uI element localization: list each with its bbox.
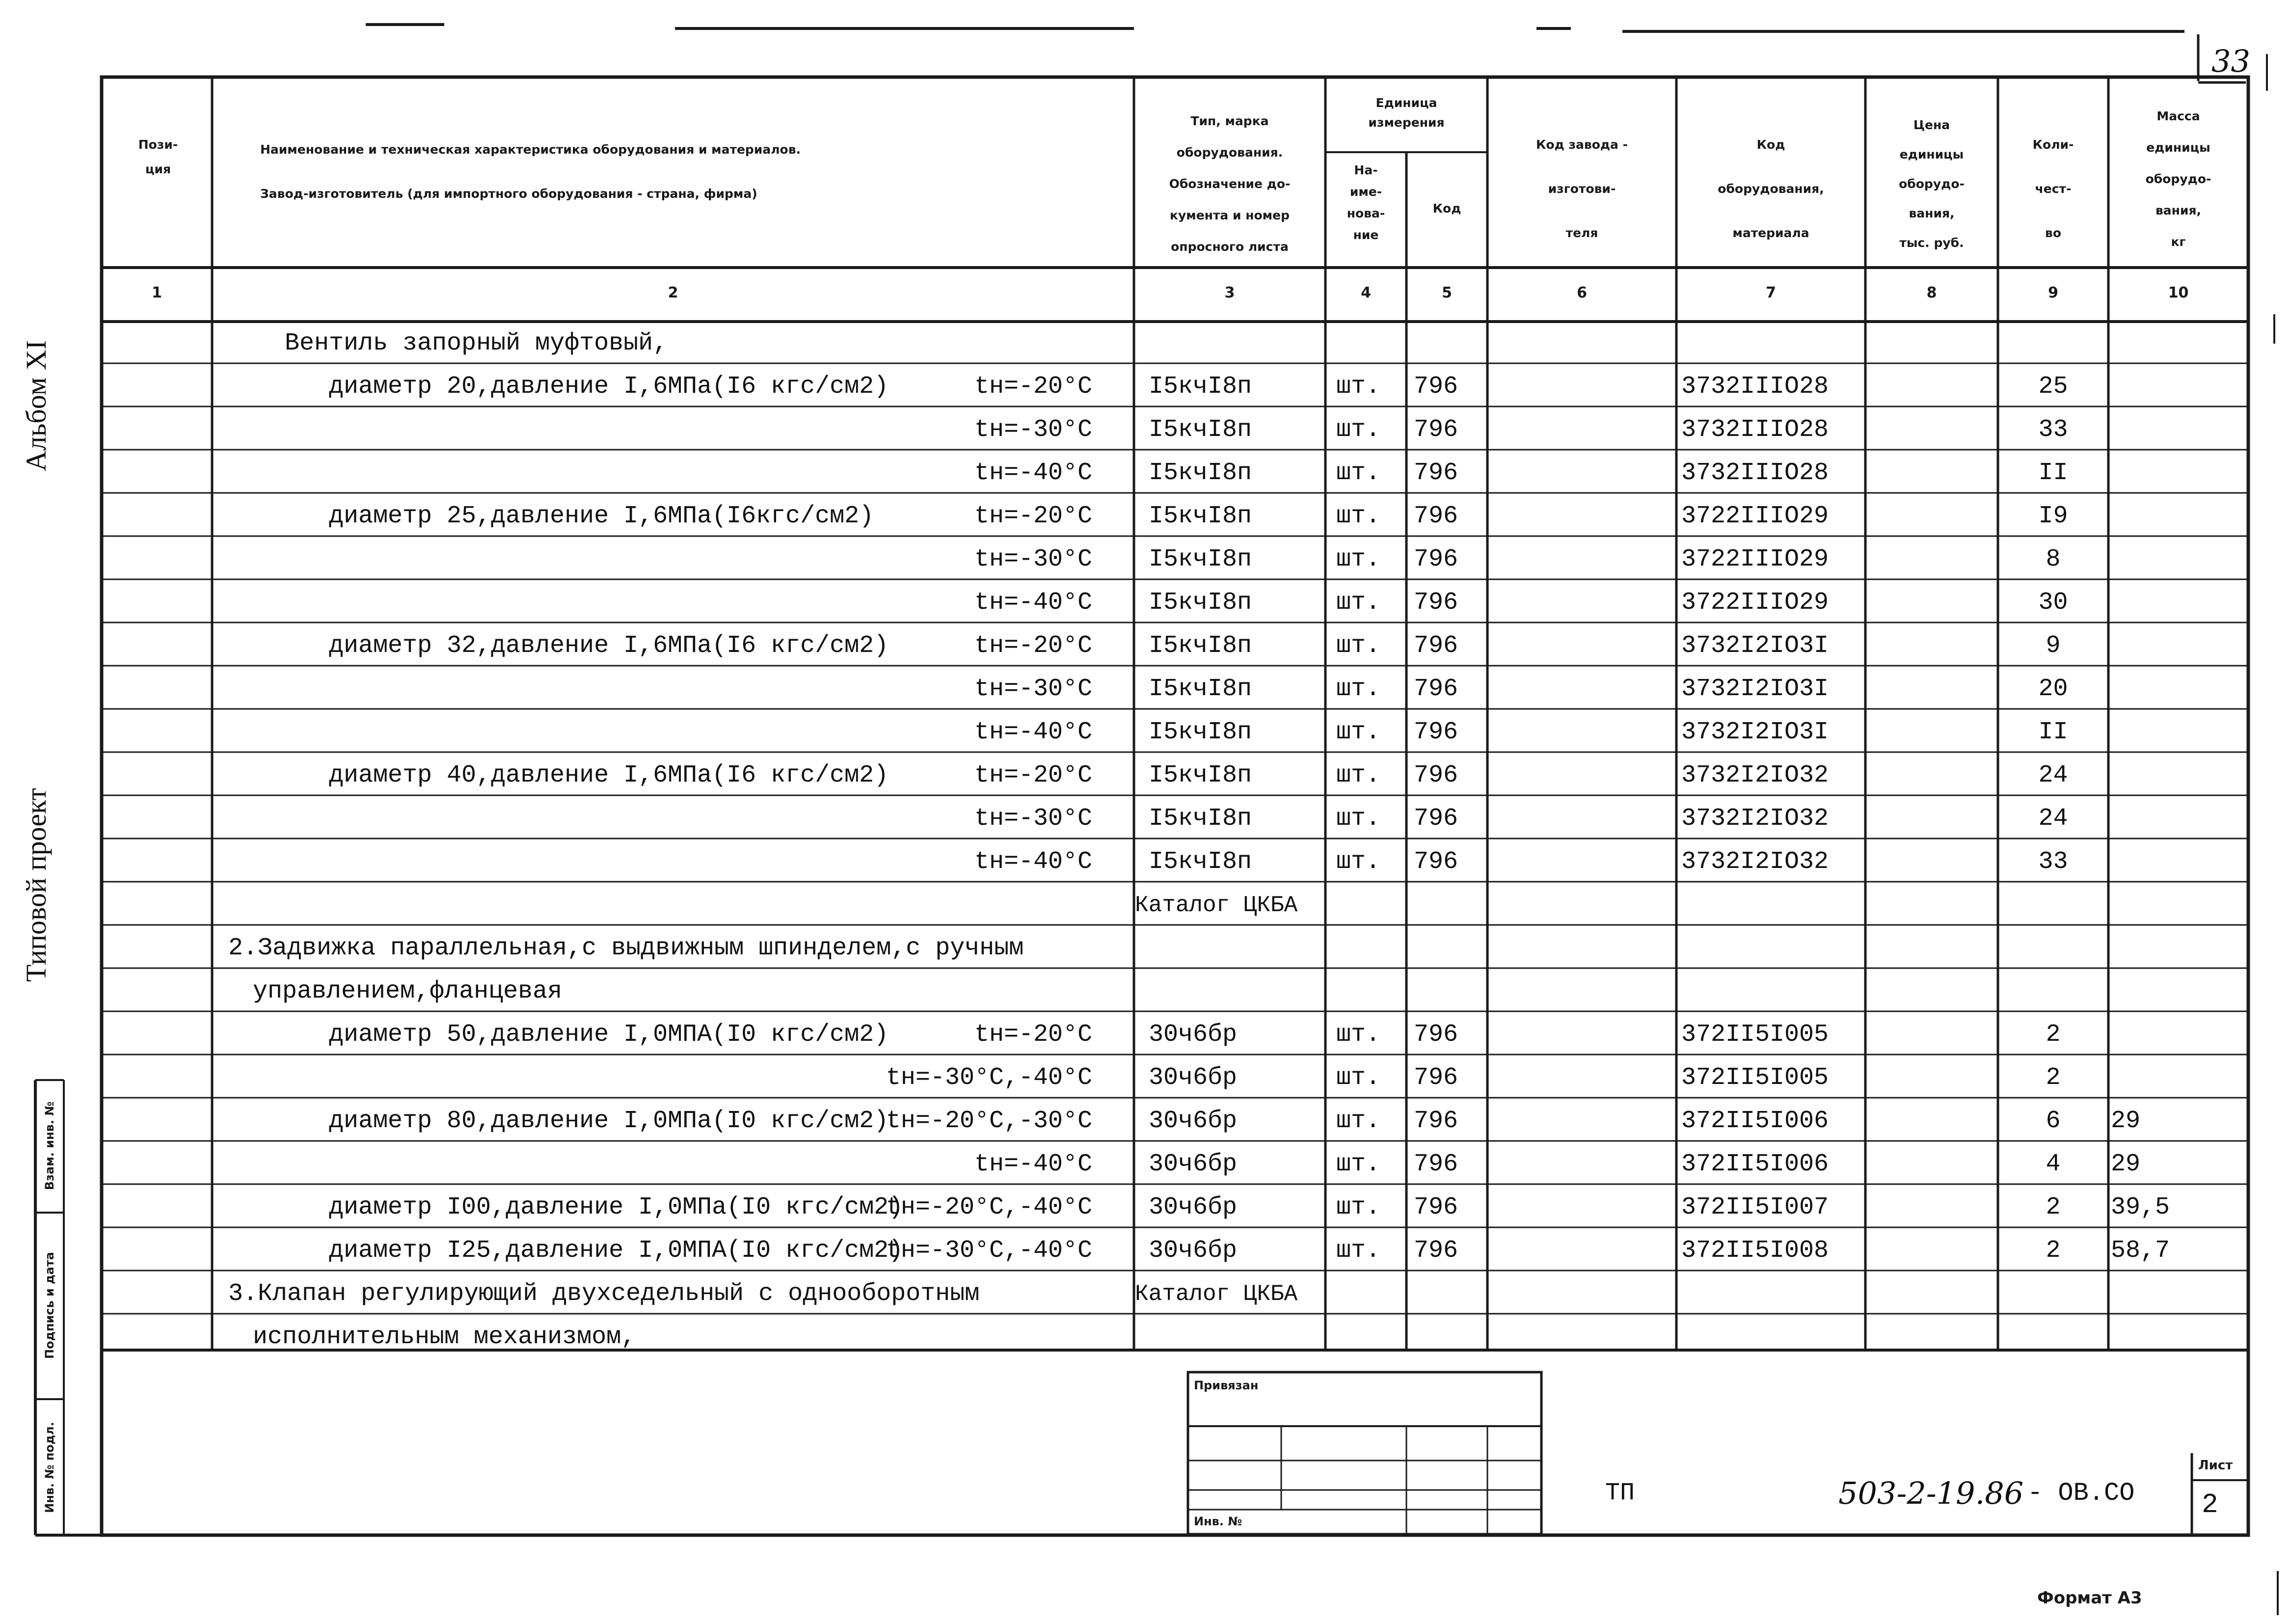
row-unit-code: 796 [1414, 459, 1458, 487]
row-unit-code: 796 [1414, 1237, 1458, 1265]
row-temperature: tн=-20°С [974, 761, 1092, 789]
row-unit: шт. [1336, 718, 1381, 746]
row-unit: шт. [1336, 1021, 1381, 1049]
stamp-doc-suffix: - ОВ.СО [2027, 1479, 2135, 1508]
row-unit: шт. [1336, 589, 1381, 617]
format-label: Формат А3 [2037, 1588, 2142, 1608]
row-unit-code: 796 [1414, 1193, 1458, 1221]
row-unit-code: 796 [1414, 848, 1458, 876]
row-type: I5кчI8п [1149, 632, 1252, 660]
row-quantity: 25 [2038, 373, 2068, 401]
row-name: 2.Задвижка параллельная,с выдвижным шпинделем,с ручным [228, 934, 1024, 962]
row-quantity: I9 [2038, 502, 2068, 530]
row-equipment-code: 3732IIIO28 [1681, 459, 1829, 487]
row-temperature: tн=-30°С [974, 805, 1092, 833]
colnum-5: 5 [1442, 284, 1452, 301]
row-type: 30ч6бр [1149, 1107, 1238, 1135]
row-unit: шт. [1336, 459, 1381, 487]
row-name: управлением,фланцевая [253, 977, 563, 1005]
row-unit: шт. [1336, 1064, 1381, 1092]
row-temperature: tн=-20°С,-30°С [886, 1107, 1092, 1135]
row-quantity: 20 [2038, 675, 2068, 703]
row-equipment-code: 3732IIIO28 [1681, 373, 1829, 401]
row-type: I5кчI8п [1149, 459, 1252, 487]
colnum-2: 2 [668, 284, 678, 301]
row-equipment-code: 3732I2IO3I [1681, 718, 1829, 746]
row-equipment-code: 3732IIIO28 [1681, 416, 1829, 444]
row-equipment-code: 3722IIIO29 [1681, 502, 1829, 530]
row-unit-code: 796 [1414, 373, 1458, 401]
row-name: диаметр 50,давление I,0МПА(I0 кгс/см2) [329, 1021, 889, 1049]
row-equipment-code: 3732I2IO32 [1681, 805, 1829, 833]
row-equipment-code: 3732I2IO3I [1681, 632, 1829, 660]
row-name: диаметр I00,давление I,0МПа(I0 кгс/см2) [329, 1193, 904, 1221]
header-col4: На- имe- нова- ние [1347, 163, 1385, 242]
row-unit-code: 796 [1414, 1150, 1458, 1178]
row-unit-code: 796 [1414, 1021, 1458, 1049]
row-quantity: 33 [2038, 416, 2068, 444]
row-unit-code: 796 [1414, 718, 1458, 746]
row-mass: 39,5 [2111, 1193, 2170, 1221]
colnum-3: 3 [1224, 284, 1235, 301]
header-col3: Тип, марка оборудования. Обозначение до- кумента и номер опросного листа [1169, 114, 1291, 254]
row-type: 30ч6бр [1149, 1193, 1238, 1221]
row-type: 30ч6бр [1149, 1064, 1238, 1092]
colnum-9: 9 [2048, 284, 2058, 301]
row-type: I5кчI8п [1149, 502, 1252, 530]
stamp-vzam-inv: Взам. инв. № [43, 1101, 56, 1191]
row-temperature: tн=-30°С,-40°С [886, 1237, 1092, 1265]
row-quantity: 24 [2038, 805, 2068, 833]
row-temperature: tн=-40°С [974, 459, 1092, 487]
row-temperature: tн=-20°С,-40°С [886, 1193, 1092, 1221]
colnum-7: 7 [1766, 284, 1776, 301]
row-unit: шт. [1336, 1237, 1381, 1265]
row-temperature: tн=-30°С [974, 675, 1092, 703]
row-type: I5кчI8п [1149, 373, 1252, 401]
row-temperature: tн=-20°С [974, 502, 1092, 530]
row-quantity: 9 [2046, 632, 2061, 660]
row-unit: шт. [1336, 1193, 1381, 1221]
row-name: диаметр I25,давление I,0МПА(I0 кгс/см2) [329, 1237, 904, 1265]
row-unit: шт. [1336, 1150, 1381, 1178]
row-quantity: II [2038, 459, 2068, 487]
row-temperature: tн=-20°С [974, 1021, 1092, 1049]
row-quantity: 2 [2046, 1193, 2061, 1221]
colnum-6: 6 [1577, 284, 1587, 301]
row-name: исполнительным механизмом, [253, 1323, 636, 1351]
row-temperature: tн=-30°С [974, 416, 1092, 444]
project-side-label: Типовой проект [20, 788, 52, 982]
row-quantity: 30 [2038, 589, 2068, 617]
row-mass: 29 [2111, 1107, 2141, 1135]
header-col5: Код [1432, 201, 1461, 216]
stamp-sheet-number: 2 [2202, 1489, 2218, 1520]
row-quantity: 24 [2038, 761, 2068, 789]
row-quantity: 4 [2046, 1150, 2061, 1178]
row-unit-code: 796 [1414, 805, 1458, 833]
row-type: I5кчI8п [1149, 675, 1252, 703]
colnum-8: 8 [1926, 284, 1937, 301]
row-name: диаметр 32,давление I,6МПа(I6 кгс/см2) [329, 632, 889, 660]
row-unit: шт. [1336, 675, 1381, 703]
row-equipment-code: 372II5I006 [1681, 1150, 1829, 1178]
header-col10: Масса единицы оборудо- вания, кг [2145, 109, 2211, 249]
row-equipment-code: 372II5I008 [1681, 1237, 1829, 1265]
row-temperature: tн=-40°С [974, 848, 1092, 876]
row-quantity: 6 [2046, 1107, 2061, 1135]
row-name: 3.Клапан регулирующий двухседельный с однооборотным [228, 1280, 980, 1308]
row-type: Каталог ЦКБА [1135, 893, 1298, 918]
header-unit-group: Единица измерения [1368, 96, 1445, 130]
row-quantity: 33 [2038, 848, 2068, 876]
row-temperature: tн=-40°С [974, 589, 1092, 617]
row-equipment-code: 3732I2IO32 [1681, 848, 1829, 876]
row-temperature: tн=-40°С [974, 718, 1092, 746]
stamp-tp: ТП [1605, 1479, 1635, 1507]
row-equipment-code: 3732I2IO32 [1681, 761, 1829, 789]
row-type: Каталог ЦКБА [1135, 1281, 1298, 1307]
colnum-4: 4 [1361, 284, 1371, 301]
row-name: Вентиль запорный муфтовый, [285, 329, 668, 357]
row-unit: шт. [1336, 502, 1381, 530]
row-unit-code: 796 [1414, 502, 1458, 530]
header-col2: Наименование и техническая характеристика оборудования и материалов. Завод-изготовитель (для импортного оборудования - страна, фирма) [260, 142, 801, 201]
header-col7: Код оборудования, материала [1718, 137, 1824, 240]
stamp-podpis-data: Подпись и дата [43, 1252, 56, 1359]
row-name: диаметр 20,давление I,6МПа(I6 кгс/см2) [329, 373, 889, 401]
row-temperature: tн=-20°С [974, 373, 1092, 401]
header-col6: Код завода - изготови- теля [1536, 137, 1628, 240]
row-quantity: II [2038, 718, 2068, 746]
row-temperature: tн=-30°С,-40°С [886, 1064, 1092, 1092]
row-type: I5кчI8п [1149, 545, 1252, 573]
row-equipment-code: 372II5I006 [1681, 1107, 1829, 1135]
stamp-doc-code: 503-2-19.86 [1838, 1475, 2024, 1511]
row-quantity: 8 [2046, 545, 2061, 573]
stamp-inv-podl: Инв. № подл. [43, 1422, 56, 1513]
row-unit-code: 796 [1414, 761, 1458, 789]
row-equipment-code: 372II5I005 [1681, 1064, 1829, 1092]
header-col8: Цена единицы оборудо- вания, тыс. руб. [1899, 118, 1965, 250]
row-type: I5кчI8п [1149, 589, 1252, 617]
row-type: I5кчI8п [1149, 416, 1252, 444]
row-temperature: tн=-30°С [974, 545, 1092, 573]
row-equipment-code: 3732I2IO3I [1681, 675, 1829, 703]
row-unit-code: 796 [1414, 416, 1458, 444]
row-unit: шт. [1336, 373, 1381, 401]
row-unit: шт. [1336, 805, 1381, 833]
row-unit-code: 796 [1414, 589, 1458, 617]
header-col9: Коли- чест- во [2032, 137, 2074, 240]
row-unit: шт. [1336, 1107, 1381, 1135]
row-unit-code: 796 [1414, 1064, 1458, 1092]
header-col1: Пози- ция [138, 137, 178, 176]
row-equipment-code: 3722IIIO29 [1681, 545, 1829, 573]
row-name: диаметр 40,давление I,6МПа(I6 кгс/см2) [329, 761, 889, 789]
row-unit: шт. [1336, 545, 1381, 573]
row-name: диаметр 25,давление I,6МПа(I6кгс/см2) [329, 502, 874, 530]
row-type: I5кчI8п [1149, 805, 1252, 833]
row-quantity: 2 [2046, 1021, 2061, 1049]
row-type: I5кчI8п [1149, 718, 1252, 746]
row-unit-code: 796 [1414, 1107, 1458, 1135]
row-type: 30ч6бр [1149, 1021, 1238, 1049]
row-mass: 29 [2111, 1150, 2141, 1178]
stamp-inv-no: Инв. № [1194, 1515, 1242, 1528]
row-name: диаметр 80,давление I,0МПа(I0 кгс/см2) [329, 1107, 889, 1135]
row-unit-code: 796 [1414, 632, 1458, 660]
row-temperature: tн=-20°С [974, 632, 1092, 660]
row-unit: шт. [1336, 848, 1381, 876]
row-equipment-code: 3722IIIO29 [1681, 589, 1829, 617]
row-unit: шт. [1336, 632, 1381, 660]
row-type: 30ч6бр [1149, 1150, 1238, 1178]
row-quantity: 2 [2046, 1237, 2061, 1265]
row-unit-code: 796 [1414, 675, 1458, 703]
row-equipment-code: 372II5I005 [1681, 1021, 1829, 1049]
colnum-1: 1 [152, 284, 162, 301]
row-equipment-code: 372II5I007 [1681, 1193, 1829, 1221]
row-mass: 58,7 [2111, 1237, 2170, 1265]
row-type: 30ч6бр [1149, 1237, 1238, 1265]
sheet-corner-number: 33 [2211, 43, 2250, 79]
row-unit-code: 796 [1414, 545, 1458, 573]
row-type: I5кчI8п [1149, 848, 1252, 876]
colnum-10: 10 [2168, 284, 2189, 301]
row-type: I5кчI8п [1149, 761, 1252, 789]
row-quantity: 2 [2046, 1064, 2061, 1092]
row-unit: шт. [1336, 761, 1381, 789]
stamp-privyazan: Привязан [1194, 1379, 1259, 1392]
album-side-label: Альбом XI [20, 340, 52, 471]
row-temperature: tн=-40°С [974, 1150, 1092, 1178]
row-unit: шт. [1336, 416, 1381, 444]
stamp-sheet-label: Лист [2198, 1458, 2233, 1473]
